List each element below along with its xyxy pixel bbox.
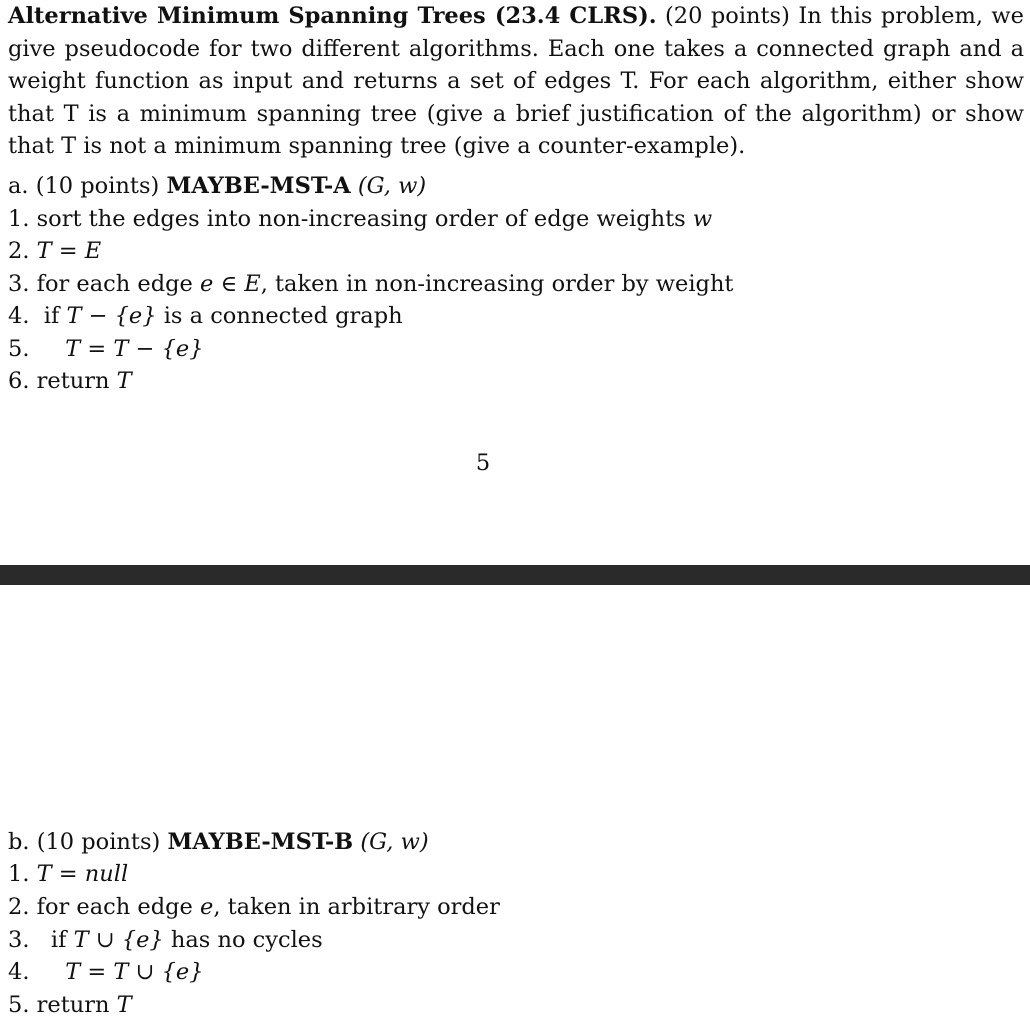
- part-b-label: b. (10 points): [8, 829, 161, 855]
- step-math: T ∪ {e}: [73, 927, 164, 953]
- page-divider: [0, 565, 1030, 585]
- step-number: 2.: [8, 238, 30, 264]
- part-a-step: [8, 366, 132, 396]
- step-math: w: [692, 206, 713, 232]
- part-a-title: [8, 171, 426, 201]
- step-number: 4.: [8, 303, 30, 329]
- step-number: 6.: [8, 368, 30, 394]
- step-number: 5.: [8, 992, 30, 1018]
- step-text: if: [36, 927, 74, 953]
- part-a-label: a. (10 points): [8, 173, 160, 199]
- step-text: for each edge: [36, 894, 200, 920]
- step-math: T − {e}: [66, 303, 157, 329]
- part-b-algorithm-name: MAYBE-MST-B: [167, 829, 354, 855]
- step-math: T = T ∪ {e}: [65, 959, 204, 985]
- step-number: 1.: [8, 206, 30, 232]
- part-b-step: [8, 859, 128, 889]
- part-b-step: [8, 957, 204, 987]
- step-text: return: [36, 368, 117, 394]
- step-text: for each edge: [36, 271, 200, 297]
- problem-heading: Alternative Minimum Spanning Trees (23.4 CLRS).: [8, 3, 657, 29]
- part-b-args: (G, w): [360, 829, 429, 855]
- part-b-step: [8, 892, 500, 922]
- step-math: e ∈ E: [199, 271, 261, 297]
- part-a-step: [8, 204, 712, 234]
- part-a-step: [8, 334, 204, 364]
- page-number: 5: [475, 450, 491, 476]
- step-text: sort the edges into non-increasing order of edge weights: [36, 206, 693, 232]
- step-number: 1.: [8, 861, 30, 887]
- step-text: return: [36, 992, 117, 1018]
- step-math: T = T − {e}: [65, 336, 204, 362]
- step-math: e: [199, 894, 214, 920]
- problem-statement: [8, 0, 1024, 163]
- part-a-step: [8, 269, 733, 299]
- step-math: T = null: [36, 861, 129, 887]
- step-text: , taken in non-increasing order by weight: [260, 271, 734, 297]
- step-text: has no cycles: [163, 927, 323, 953]
- step-text: , taken in arbitrary order: [213, 894, 500, 920]
- step-number: 4.: [8, 959, 30, 985]
- step-math: T = E: [36, 238, 102, 264]
- step-text: [37, 959, 66, 985]
- page-bottom: [0, 587, 1030, 1022]
- part-a-step: [8, 301, 403, 331]
- part-a-step: [8, 236, 101, 266]
- step-text: [37, 336, 66, 362]
- step-text: if: [36, 303, 67, 329]
- part-a-algorithm-name: MAYBE-MST-A: [166, 173, 351, 199]
- step-math: T: [116, 992, 132, 1018]
- part-b-step: [8, 990, 132, 1020]
- step-math: T: [116, 368, 132, 394]
- problem-intro: (20 points) In this problem, we give pseudocode for two different algorithms. Each one takes a connected graph and a weight function as input and returns a set of edges T. For each algorithm, either show that T is a minimum spanning tree (give a brief justification of the algorithm) or show that T is not a minimum spanning tree (give a counter-example).: [8, 3, 1025, 159]
- step-text: is a connected graph: [156, 303, 403, 329]
- step-number: 2.: [8, 894, 30, 920]
- step-number: 3.: [8, 927, 30, 953]
- part-a-args: (G, w): [357, 173, 427, 199]
- part-b-step: [8, 925, 323, 955]
- part-b-title: [8, 827, 429, 857]
- step-number: 5.: [8, 336, 30, 362]
- step-number: 3.: [8, 271, 30, 297]
